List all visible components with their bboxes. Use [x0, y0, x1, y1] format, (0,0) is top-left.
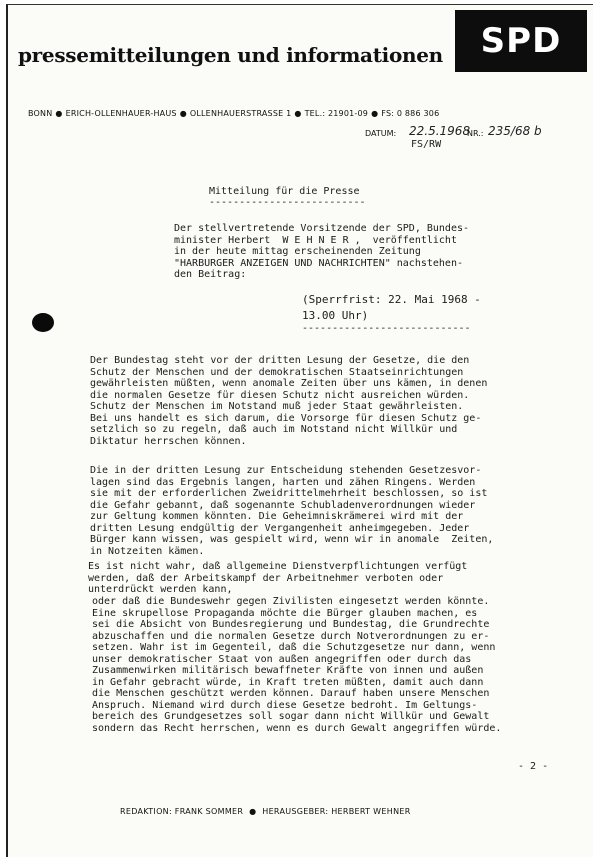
body-line: sei die Absicht von Bundesregierung und Bundestag, die Grundrechte [92, 619, 490, 630]
body-line: sondern das Recht herrschen, wenn es durch Gewalt angegriffen würde. [92, 722, 502, 734]
address-building: ERICH-OLLENHAUER-HAUS [65, 109, 177, 118]
date-value: 22.5.1968 [409, 124, 471, 138]
body-line: setzen. Wahr ist im Gegenteil, daß die Schutzgesetze nur dann, wenn [92, 642, 496, 653]
nr-label: NR.: [467, 129, 484, 138]
body-line: unser demokratischer Staat von außen angegriffen oder durch das [92, 653, 472, 665]
body-line: unterdrückt werden kann, [88, 584, 233, 595]
intro-line: minister Herbert W E H N E R , veröffentlicht [174, 234, 457, 246]
body-line: setzlich so zu regeln, daß auch im Notstand nicht Willkür und [90, 424, 458, 435]
paragraph-3-rest [92, 596, 501, 734]
embargo-rule: ---------------------------- [302, 323, 471, 334]
body-line: Schutz der Menschen im Notstand muß jeder Staat gewährleisten. [90, 401, 464, 412]
body-line: Zusammenwirken militärisch bewaffneter Kräfte von innen und außen [92, 665, 484, 676]
punch-hole [32, 313, 54, 332]
body-line: in Notzeiten kämen. [90, 545, 205, 557]
masthead-title: pressemitteilungen und informationen [18, 43, 443, 67]
nr-value: 235/68 b [488, 124, 542, 138]
body-line: die normalen Gesetze für diesen Schutz nicht ausreichen würden. [90, 389, 470, 401]
body-line: sie mit der erforderlichen Zweidrittelmehrheit beschlossen, so ist [90, 488, 488, 499]
body-line: lagen sind das Ergebnis langen, harten und zähen Ringens. Werden [90, 476, 476, 488]
body-line: Es ist nicht wahr, daß allgemeine Dienstverpflichtungen verfügt [88, 561, 468, 572]
body-line: zur Geltung kommen könnten. Die Geheimniskrämerei wird mit der [90, 511, 464, 522]
initials: FS/RW [411, 139, 442, 150]
paragraph-1 [90, 355, 487, 447]
heading: Mitteilung für die Presse [209, 186, 360, 197]
body-line: Die in der dritten Lesung zur Entscheidung stehenden Gesetzesvor- [90, 465, 482, 476]
body-line: Anspruch. Niemand wird durch diese Gesetze bedroht. Im Geltungs- [92, 699, 478, 711]
body-line: Bei uns handelt es sich darum, die Vorsorge für diesen Schutz ge- [90, 412, 482, 424]
body-line: die Gefahr gebannt, daß sogenannte Schubladenverordnungen wieder [90, 499, 476, 511]
document-page [6, 4, 593, 857]
bullet-icon: ● [371, 109, 379, 118]
body-line: Der Bundestag steht vor der dritten Lesung der Gesetze, die den [90, 355, 470, 366]
address-fax: FS: 0 886 306 [381, 109, 440, 118]
intro-block [174, 223, 469, 281]
intro-line: "HARBURGER ANZEIGEN UND NACHRICHTEN" nachstehen- [174, 257, 463, 269]
body-line: in Gefahr gebracht würde, in Kraft treten müßten, damit auch dann [92, 676, 484, 688]
bullet-icon: ● [249, 807, 257, 816]
body-line: abzuschaffen und die normalen Gesetze durch Notverordnungen zu er- [92, 630, 490, 642]
heading-rule: -------------------------- [209, 197, 366, 208]
embargo-line: (Sperrfrist: 22. Mai 1968 - [302, 293, 481, 306]
address-street: OLLENHAUERSTRASSE 1 [189, 109, 292, 118]
body-line: bereich des Grundgesetzes soll sogar dann nicht Willkür und Gewalt [92, 711, 490, 722]
intro-line: Der stellvertretende Vorsitzende der SPD, Bundes- [174, 223, 470, 234]
bullet-icon: ● [55, 109, 63, 118]
address-city: BONN [28, 109, 53, 118]
body-line: Schutz der Menschen und der demokratischen Staatseinrichtungen [90, 366, 464, 378]
embargo-block [302, 291, 481, 335]
intro-line: in der heute mittag erscheinenden Zeitung [174, 246, 421, 257]
paragraph-3-top [88, 561, 467, 596]
footer-editor: REDAKTION: FRANK SOMMER [120, 807, 244, 816]
footer-publisher: HERAUSGEBER: HERBERT WEHNER [262, 807, 411, 816]
body-line: Bürger kann wissen, was gespielt wird, wenn wir in anomale Zeiten, [90, 534, 494, 545]
body-line: Diktatur herrschen können. [90, 435, 247, 447]
body-line: die Menschen geschützt werden können. Darauf haben unsere Menschen [92, 688, 490, 699]
logo-text: SPD [480, 21, 562, 61]
footer [120, 807, 411, 816]
body-line: gewährleisten müßten, wenn anomale Zeiten über uns kämen, in denen [90, 378, 488, 389]
bullet-icon: ● [179, 109, 187, 118]
page-marker: - 2 - [518, 761, 549, 772]
intro-line: den Beitrag: [174, 269, 247, 280]
paragraph-2 [90, 465, 493, 557]
body-line: Eine skrupellose Propaganda möchte die Bürger glauben machen, es [92, 607, 478, 619]
body-line: dritten Lesung endgültig der Vergangenheit anheimgegeben. Jeder [90, 522, 470, 534]
body-line: oder daß die Bundeswehr gegen Zivilisten eingesetzt werden könnte. [92, 596, 490, 607]
spd-logo [455, 10, 587, 72]
address-phone: TEL.: 21901-09 [304, 109, 369, 118]
bullet-icon: ● [294, 109, 302, 118]
date-label: DATUM: [365, 129, 397, 138]
body-line: werden, daß der Arbeitskampf der Arbeitnehmer verboten oder [88, 572, 444, 584]
address-line [28, 109, 568, 118]
embargo-line: 13.00 Uhr) [302, 309, 369, 322]
